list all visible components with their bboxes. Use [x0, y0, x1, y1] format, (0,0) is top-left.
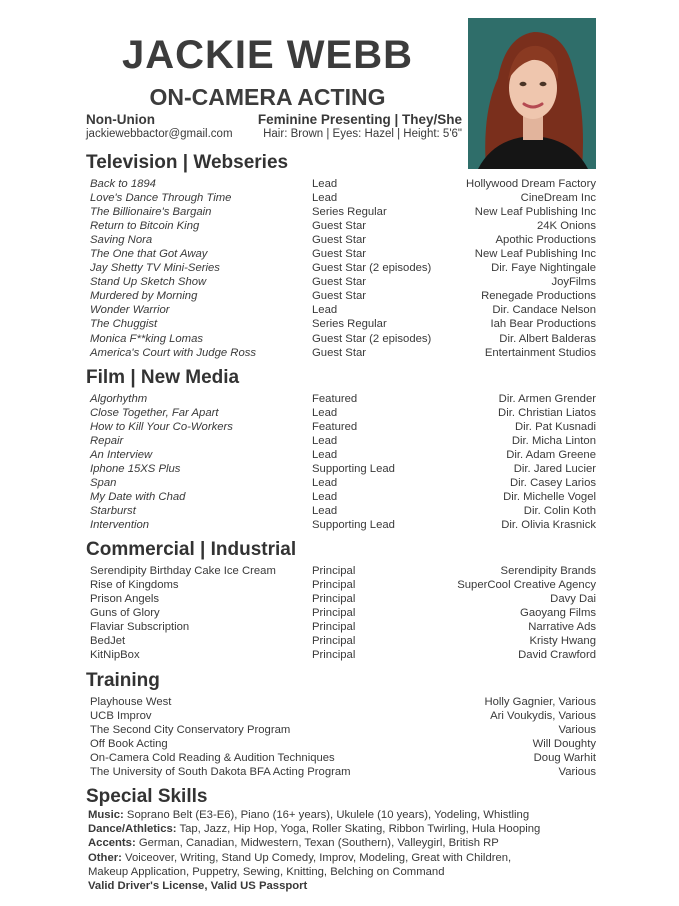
credit-row [90, 592, 596, 606]
film-section [86, 367, 596, 532]
credit-title: America's Court with Judge Ross [90, 346, 257, 359]
credit-title: The University of South Dakota BFA Acting Program [90, 766, 351, 779]
stats-block [258, 112, 462, 142]
credit-row [90, 317, 596, 331]
credit-title: My Date with Chad [90, 491, 186, 504]
credit-director: Dir. Jared Lucier [513, 463, 596, 476]
credit-title: The Second City Conservatory Program [90, 724, 291, 737]
skills-list [88, 808, 588, 893]
credit-director: Dir. Casey Larios [509, 477, 596, 490]
credit-role: Principal [312, 635, 356, 648]
credit-row [90, 620, 596, 634]
credit-title: The One that Got Away [90, 248, 208, 261]
credit-row [90, 205, 596, 219]
credit-role: Guest Star (2 episodes) [312, 262, 432, 275]
credit-director: Various [558, 766, 596, 779]
credit-title: Monica F**king Lomas [90, 332, 204, 345]
training-table [86, 695, 596, 779]
credit-role: Lead [312, 304, 338, 317]
credit-row [90, 406, 596, 420]
credit-director: Dir. Albert Balderas [499, 332, 596, 345]
headshot-photo [468, 18, 596, 169]
resume-subtitle: ON-CAMERA ACTING [149, 84, 386, 110]
credit-row [90, 709, 596, 723]
credit-role: Lead [312, 407, 338, 420]
credit-row [90, 578, 596, 592]
credit-row [90, 490, 596, 504]
credit-row [90, 392, 596, 406]
credit-title: Prison Angels [90, 593, 160, 606]
credit-title: Return to Bitcoin King [90, 220, 200, 233]
credit-director: David Crawford [518, 649, 596, 662]
credit-row [90, 303, 596, 317]
credit-director: SuperCool Creative Agency [457, 579, 596, 592]
credit-role: Lead [312, 178, 338, 190]
section-title: Training [86, 670, 160, 691]
credit-director: Dir. Christian Liatos [498, 407, 596, 420]
credit-row [90, 191, 596, 205]
credit-row [90, 504, 596, 518]
credit-director: Dir. Micha Linton [511, 435, 596, 448]
credit-role: Supporting Lead [312, 519, 395, 532]
credit-director: Various [558, 724, 596, 737]
credit-row [90, 275, 596, 289]
credit-director: Doug Warhit [533, 752, 596, 765]
credit-role: Guest Star [312, 234, 366, 247]
credit-row [90, 434, 596, 448]
credit-role: Guest Star [312, 290, 366, 303]
credit-row [90, 247, 596, 261]
presentation-text: Feminine Presenting | They/She [257, 112, 462, 127]
credit-title: Murdered by Morning [90, 290, 198, 303]
credit-row [90, 765, 596, 779]
section-title: Television | Webseries [86, 152, 289, 173]
credit-row [90, 332, 596, 346]
credit-row [90, 346, 596, 360]
credit-row [90, 695, 596, 709]
credit-title: Back to 1894 [90, 178, 156, 190]
credit-title: Love's Dance Through Time [90, 192, 232, 205]
skills-dance: Dance/Athletics: Tap, Jazz, Hip Hop, Yoga, Roller Skating, Ribbon Twirling, Hula Hooping [88, 823, 541, 836]
credit-title: Guns of Glory [90, 607, 160, 620]
credit-role: Lead [312, 491, 338, 504]
credit-director: Dir. Candace Nelson [492, 304, 596, 317]
credit-role: Principal [312, 607, 356, 620]
credit-title: On-Camera Cold Reading & Audition Techniques [90, 752, 335, 765]
credit-role: Principal [312, 579, 356, 592]
credit-row [90, 606, 596, 620]
headshot-image [468, 18, 596, 169]
skills-other: Other: Voiceover, Writing, Stand Up Comedy, Improv, Modeling, Great with Children, [88, 851, 512, 864]
credit-title: The Chuggist [90, 318, 158, 331]
credit-title: Close Together, Far Apart [90, 407, 219, 420]
credit-role: Featured [312, 421, 358, 434]
credit-title: Starburst [90, 505, 136, 518]
credit-row [90, 420, 596, 434]
contact-block [86, 112, 233, 142]
license-text: Valid Driver's License, Valid US Passport [88, 880, 308, 893]
credit-role: Guest Star [312, 220, 366, 233]
training-section [86, 670, 596, 779]
credit-row [90, 177, 596, 191]
credit-row [90, 518, 596, 532]
credit-role: Principal [312, 649, 356, 662]
credit-director: Narrative Ads [528, 621, 596, 634]
credit-title: Rise of Kingdoms [90, 579, 179, 592]
credit-director: Dir. Colin Koth [523, 505, 596, 518]
section-title: Special Skills [86, 786, 208, 807]
credits-table [86, 392, 596, 532]
credit-director: CineDream Inc [520, 192, 596, 205]
credit-row [90, 233, 596, 247]
credit-director: Ari Voukydis, Various [490, 710, 596, 723]
credit-role: Guest Star [312, 276, 366, 289]
credit-director: Gaoyang Films [520, 607, 596, 620]
credit-director: Apothic Productions [495, 234, 596, 247]
email-link[interactable]: jackiewebbactor@gmail.com [86, 128, 233, 140]
credit-row [90, 648, 596, 662]
credit-title: An Interview [90, 449, 153, 462]
credit-role: Principal [312, 565, 356, 577]
credit-director: Dir. Adam Greene [506, 449, 596, 462]
physical-stats: Hair: Brown | Eyes: Hazel | Height: 5'6" [263, 128, 462, 140]
credit-row [90, 737, 596, 751]
credit-director: Dir. Olivia Krasnick [501, 519, 596, 532]
credit-row [90, 289, 596, 303]
credit-row [90, 723, 596, 737]
credit-director: Hollywood Dream Factory [466, 178, 596, 190]
credit-director: New Leaf Publishing Inc [474, 248, 596, 261]
credit-director: Will Doughty [532, 738, 596, 751]
credit-row [90, 448, 596, 462]
credit-director: JoyFilms [551, 276, 596, 289]
credit-title: Intervention [90, 519, 150, 532]
credit-director: Entertainment Studios [484, 346, 596, 359]
credit-role: Guest Star [312, 248, 366, 261]
credit-director: New Leaf Publishing Inc [474, 206, 596, 219]
credit-title: Jay Shetty TV Mini-Series [90, 262, 220, 275]
credit-director: Dir. Pat Kusnadi [514, 421, 596, 434]
credit-title: Flaviar Subscription [90, 621, 190, 634]
credit-title: The Billionaire's Bargain [90, 206, 212, 219]
credit-role: Series Regular [312, 206, 387, 219]
credit-title: Span [90, 477, 117, 490]
credit-role: Featured [312, 393, 358, 405]
credit-role: Guest Star [312, 346, 366, 359]
credit-director: Iah Bear Productions [490, 318, 596, 331]
credit-row [90, 634, 596, 648]
credit-role: Guest Star (2 episodes) [312, 332, 432, 345]
credit-title: Stand Up Sketch Show [90, 276, 207, 289]
credit-director: Kristy Hwang [529, 635, 596, 648]
credit-role: Principal [312, 621, 356, 634]
credit-director: Renegade Productions [481, 290, 596, 303]
credit-role: Lead [312, 449, 338, 462]
union-status: Non-Union [86, 112, 155, 127]
credit-title: Saving Nora [90, 234, 153, 247]
credit-role: Supporting Lead [312, 463, 395, 476]
credit-role: Lead [312, 505, 338, 518]
skills-music: Music: Soprano Belt (E3-E6), Piano (16+ years), Ukulele (10 years), Yodeling, Whistling [88, 809, 530, 821]
credit-title: Algorhythm [90, 393, 148, 405]
credit-title: Repair [90, 435, 124, 448]
credit-director: Dir. Armen Grender [498, 393, 596, 405]
television-section [86, 152, 596, 360]
section-title: Commercial | Industrial [86, 539, 297, 560]
credit-row [90, 751, 596, 765]
credit-role: Lead [312, 435, 338, 448]
credit-title: Playhouse West [90, 696, 172, 708]
resume-name: JACKIE WEBB [121, 33, 414, 77]
credit-role: Principal [312, 593, 356, 606]
credit-director: Serendipity Brands [500, 565, 596, 577]
credit-director: Holly Gagnier, Various [484, 696, 596, 708]
credit-title: BedJet [90, 635, 126, 648]
credit-director: Dir. Faye Nightingale [491, 262, 596, 275]
credit-role: Series Regular [312, 318, 387, 331]
skills-accents: Accents: German, Canadian, Midwestern, Texan (Southern), Valleygirl, British RP [88, 837, 499, 850]
skills-other-cont: Makeup Application, Puppetry, Sewing, Knitting, Belching on Command [88, 865, 445, 878]
credit-director: 24K Onions [536, 220, 596, 233]
credit-role: Lead [312, 192, 338, 205]
credit-title: Iphone 15XS Plus [90, 463, 181, 476]
credit-title: How to Kill Your Co-Workers [90, 421, 233, 434]
credit-row [90, 476, 596, 490]
credit-role: Lead [312, 477, 338, 490]
credit-title: Serendipity Birthday Cake Ice Cream [90, 565, 276, 577]
credit-row [90, 219, 596, 233]
credit-title: Wonder Warrior [90, 304, 170, 317]
credits-table [86, 177, 596, 360]
credit-director: Dir. Michelle Vogel [503, 491, 596, 504]
credit-row [90, 462, 596, 476]
section-title: Film | New Media [86, 367, 240, 388]
credit-title: UCB Improv [90, 710, 152, 723]
commercial-section [86, 539, 596, 662]
credit-title: KitNipBox [90, 649, 140, 662]
credit-row [90, 261, 596, 275]
credit-director: Davy Dai [550, 593, 596, 606]
credit-row [90, 564, 596, 578]
credits-table [86, 564, 596, 662]
credit-title: Off Book Acting [90, 738, 168, 751]
